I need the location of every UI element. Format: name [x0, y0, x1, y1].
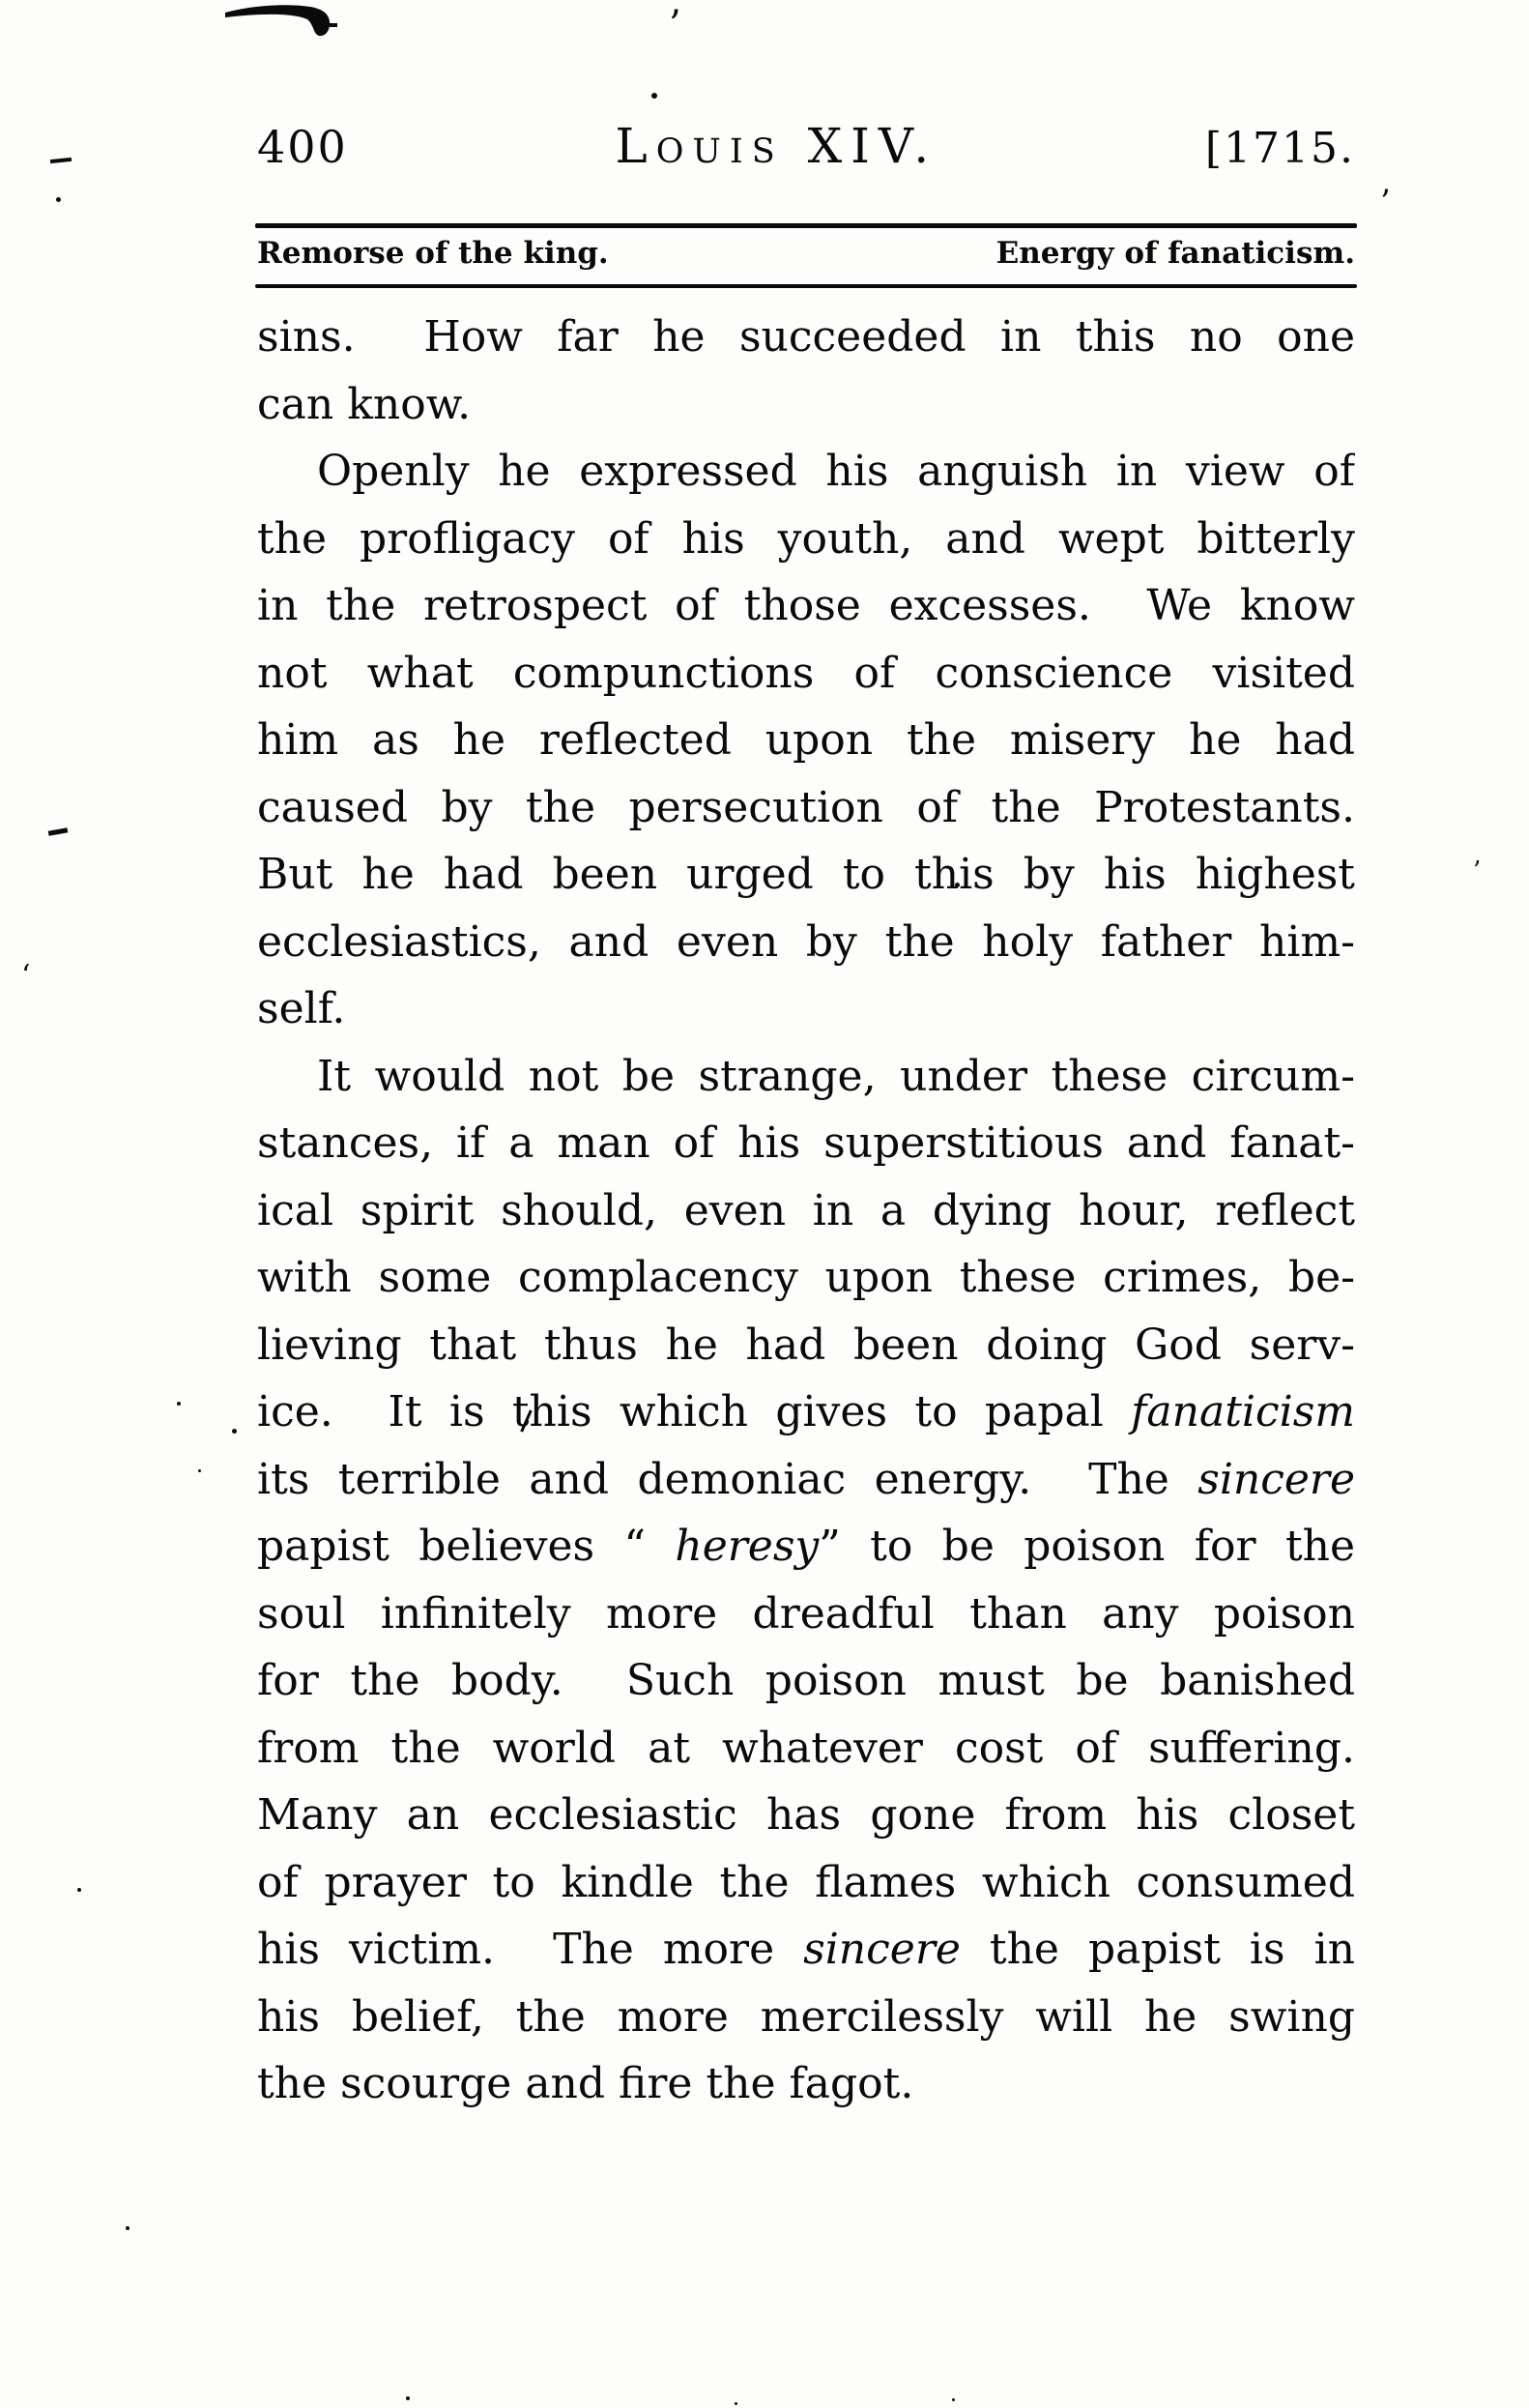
text-line [257, 371, 1355, 439]
text-line [257, 1043, 1355, 1111]
text-line [257, 1647, 1355, 1715]
text-segment: ecclesiastics, and even by the holy father him- [257, 916, 1355, 967]
page-number: 400 [257, 121, 348, 173]
speck-dash [48, 827, 69, 835]
text-segment: its terrible and demoniac energy. The [257, 1454, 1198, 1504]
text-line [257, 640, 1355, 708]
text-line [257, 1513, 1355, 1581]
italic-text-segment: sincere [803, 1925, 961, 1974]
text-line [257, 1916, 1355, 1984]
speck-dot [735, 2402, 737, 2405]
speck-dot [177, 1402, 181, 1406]
text-segment: with some complacency upon these crimes, be- [257, 1253, 1355, 1302]
text-segment: his victim. The more [257, 1925, 804, 1974]
text-segment: for the body. Such poison must be banished [257, 1656, 1355, 1705]
text-segment: the papist is in [960, 1925, 1355, 1974]
divider-rule-bottom [255, 284, 1357, 288]
text-segment: lieving that thus he had been doing God serv- [257, 1320, 1355, 1370]
speck-quote-left: ‘ [21, 959, 31, 993]
ink-swoosh-mark [225, 1, 339, 42]
text-segment: But he had been urged to this by his highest [257, 850, 1355, 899]
speck-comma-right: ’ [1380, 183, 1391, 221]
text-segment: ” to be poison for the [819, 1522, 1355, 1571]
italic-text-segment: sincere [1197, 1454, 1355, 1504]
text-segment: ice. It is this which gives to papal [257, 1387, 1132, 1436]
text-segment: can know. [257, 379, 472, 429]
speck-dot [651, 93, 657, 99]
text-line [257, 438, 1355, 506]
text-segment: him as he reflected upon the misery he had [257, 715, 1355, 765]
speck-dash [50, 158, 72, 163]
text-segment: caused by the persecution of the Protestants. [257, 782, 1355, 832]
page-header [257, 118, 1355, 174]
text-line [257, 1782, 1355, 1849]
text-line [257, 707, 1355, 774]
speck-dot [126, 2226, 130, 2230]
text-line [257, 1849, 1355, 1917]
text-segment: sins. How far he succeeded in this no one [257, 312, 1355, 362]
running-head [257, 236, 1355, 271]
speck-quote-right: ’ [1473, 856, 1482, 885]
text-segment: Openly he expressed his anguish in view of [317, 447, 1355, 496]
text-segment: his belief, the more mercilessly will he swing [257, 1991, 1355, 2042]
speck-dot [77, 1888, 81, 1892]
book-title: Louis XIV. [615, 118, 938, 174]
text-segment: the scourge and fire the fagot. [257, 2059, 914, 2108]
running-head-left: Remorse of the king. [257, 236, 609, 271]
text-segment: in the retrospect of those excesses. We know [257, 581, 1355, 630]
text-line [257, 1446, 1355, 1514]
text-line [257, 1715, 1355, 1783]
text-segment: stances, if a man of his superstitious and fanat- [257, 1118, 1355, 1168]
divider-rule-top [255, 223, 1357, 228]
speck-dot [56, 197, 61, 202]
speck-dot [198, 1469, 201, 1472]
text-segment: Many an ecclesiastic has gone from his closet [257, 1790, 1355, 1840]
text-line [257, 1110, 1355, 1177]
body-text [257, 304, 1355, 2118]
text-line [257, 841, 1355, 909]
text-line [257, 1312, 1355, 1379]
text-segment: from the world at whatever cost of suffering. [257, 1723, 1355, 1773]
year-label: [1715. [1204, 124, 1355, 173]
text-segment: papist believes “ [257, 1522, 676, 1571]
running-head-right: Energy of fanaticism. [995, 236, 1355, 271]
text-line [257, 774, 1355, 842]
text-line [257, 1581, 1355, 1648]
text-segment: soul infinitely more dreadful than any poison [257, 1588, 1355, 1639]
text-line [257, 1244, 1355, 1312]
italic-text-segment: fanaticism [1131, 1387, 1355, 1436]
speck-dot [406, 2396, 410, 2400]
text-line [257, 975, 1355, 1043]
text-line [257, 506, 1355, 573]
text-segment: It would not be strange, under these circum- [317, 1051, 1355, 1101]
text-line [257, 1177, 1355, 1245]
text-segment: of prayer to kindle the flames which consumed [257, 1857, 1355, 1907]
text-line [257, 2050, 1355, 2118]
speck-comma-top: ’ [669, 3, 681, 47]
text-line [257, 1984, 1355, 2051]
text-segment: ical spirit should, even in a dying hour, reflect [257, 1185, 1355, 1235]
speck-dot [952, 2398, 955, 2401]
text-segment: not what compunctions of conscience visited [257, 648, 1355, 698]
text-segment: the profligacy of his youth, and wept bitterly [257, 513, 1355, 564]
speck-dot [232, 1429, 237, 1434]
text-line [257, 572, 1355, 640]
text-line [257, 909, 1355, 976]
italic-text-segment: heresy [675, 1522, 820, 1571]
text-segment: self. [257, 984, 346, 1033]
text-line [257, 1378, 1355, 1446]
text-line [257, 304, 1355, 371]
